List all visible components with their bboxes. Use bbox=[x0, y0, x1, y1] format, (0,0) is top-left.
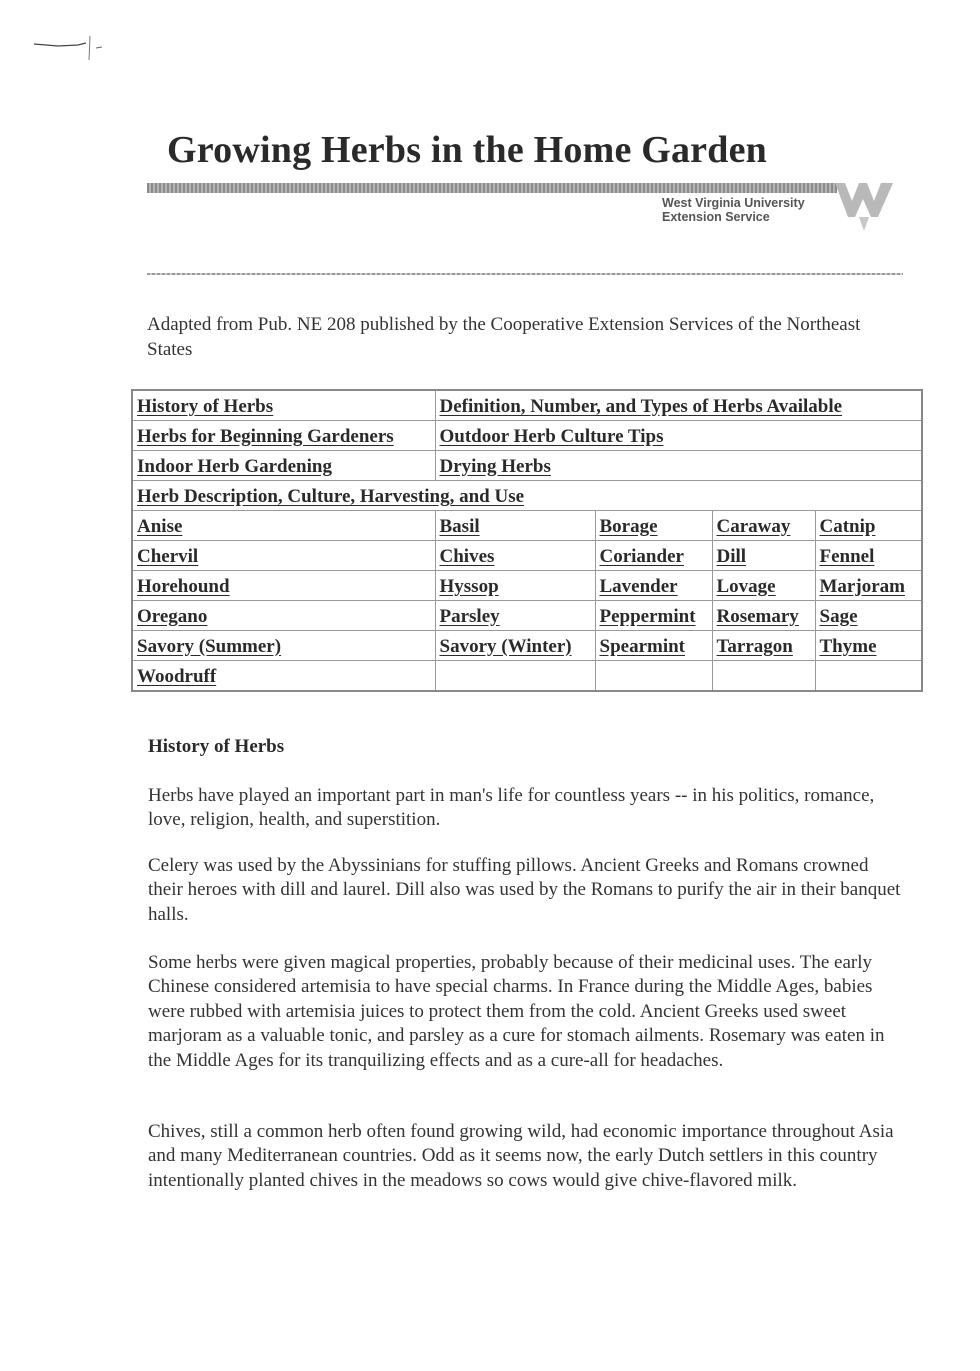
herb-link[interactable]: Hyssop bbox=[439, 575, 499, 597]
herb-link[interactable]: Dill bbox=[716, 545, 747, 567]
herb-cell[interactable] bbox=[595, 511, 712, 541]
herb-cell[interactable] bbox=[815, 541, 922, 571]
herb-cell[interactable] bbox=[595, 571, 712, 601]
toc-row bbox=[132, 481, 922, 511]
herb-cell[interactable] bbox=[435, 601, 595, 631]
herb-cell[interactable] bbox=[132, 511, 435, 541]
herb-link[interactable]: Woodruff bbox=[137, 665, 217, 687]
herb-link[interactable]: Coriander bbox=[599, 545, 684, 567]
toc-cell[interactable] bbox=[132, 451, 435, 481]
herb-row bbox=[132, 511, 922, 541]
history-paragraph: Herbs have played an important part in man's life for countless years -- in his politics, romance, love, religion, health, and superstition. bbox=[148, 785, 875, 831]
herb-link[interactable]: Catnip bbox=[819, 515, 876, 537]
history-paragraph: Celery was used by the Abyssinians for stuffing pillows. Ancient Greeks and Romans crowned their heroes with dill and laurel. Dill also was used by the Romans to purify the air in their banquet halls. bbox=[148, 855, 901, 925]
herb-link[interactable]: Borage bbox=[599, 515, 658, 537]
herb-cell[interactable] bbox=[132, 571, 435, 601]
history-paragraph: Some herbs were given magical properties, probably because of their medicinal uses. The early Chinese considered artemisia to have special charms. In France during the Middle Ages, babies were rubbed with artemisia juices to protect them from the cold. Ancient Greeks used sweet marjoram as a valuable tonic, and parsley as a cure for stomach ailments. Rosemary was eaten in the Middle Ages for its tranquilizing effects and as a cure-all for headaches. bbox=[148, 952, 885, 1071]
herb-link[interactable]: Anise bbox=[137, 515, 183, 537]
herb-link[interactable]: Chives bbox=[439, 545, 495, 567]
toc-link-definition[interactable]: Definition, Number, and Types of Herbs Available bbox=[439, 395, 843, 417]
organization-line-1: West Virginia University bbox=[662, 196, 805, 210]
herb-cell[interactable] bbox=[815, 571, 922, 601]
toc-cell[interactable] bbox=[132, 481, 922, 511]
toc-link-indoor-gardening[interactable]: Indoor Herb Gardening bbox=[137, 455, 332, 477]
herb-cell[interactable] bbox=[132, 661, 435, 692]
toc-row bbox=[132, 390, 922, 421]
herb-cell[interactable] bbox=[815, 601, 922, 631]
herb-link[interactable]: Chervil bbox=[137, 545, 199, 567]
pen-mark bbox=[28, 30, 108, 70]
herb-link[interactable]: Sage bbox=[819, 605, 858, 627]
herb-cell[interactable] bbox=[712, 541, 815, 571]
herb-link[interactable]: Savory (Winter) bbox=[439, 635, 572, 657]
herb-cell[interactable] bbox=[435, 631, 595, 661]
herb-cell[interactable] bbox=[595, 601, 712, 631]
toc-link-outdoor-culture[interactable]: Outdoor Herb Culture Tips bbox=[439, 425, 664, 447]
document-title: Growing Herbs in the Home Garden bbox=[167, 129, 767, 171]
herb-cell[interactable] bbox=[132, 541, 435, 571]
header-divider bbox=[147, 273, 903, 275]
organization-line-2: Extension Service bbox=[662, 210, 770, 224]
toc-link-drying-herbs[interactable]: Drying Herbs bbox=[439, 455, 551, 477]
herb-cell[interactable] bbox=[435, 541, 595, 571]
herb-cell[interactable] bbox=[712, 571, 815, 601]
toc-row bbox=[132, 451, 922, 481]
herb-cell-empty bbox=[712, 661, 815, 692]
toc-cell[interactable] bbox=[132, 421, 435, 451]
toc-row bbox=[132, 421, 922, 451]
herb-link[interactable]: Savory (Summer) bbox=[137, 635, 282, 657]
herb-link[interactable]: Basil bbox=[439, 515, 480, 537]
herb-cell-empty bbox=[435, 661, 595, 692]
toc-link-beginning-gardeners[interactable]: Herbs for Beginning Gardeners bbox=[137, 425, 394, 447]
herb-link[interactable]: Lovage bbox=[716, 575, 776, 597]
herb-cell[interactable] bbox=[595, 631, 712, 661]
herb-cell[interactable] bbox=[712, 511, 815, 541]
toc-link-history[interactable]: History of Herbs bbox=[137, 395, 274, 417]
herb-row bbox=[132, 571, 922, 601]
herb-link[interactable]: Thyme bbox=[819, 635, 877, 657]
herb-link[interactable]: Fennel bbox=[819, 545, 875, 567]
herb-link[interactable]: Lavender bbox=[599, 575, 678, 597]
wvu-logo-icon bbox=[833, 177, 895, 233]
herb-cell[interactable] bbox=[132, 601, 435, 631]
herb-cell[interactable] bbox=[815, 511, 922, 541]
toc-link-herb-description[interactable]: Herb Description, Culture, Harvesting, and Use bbox=[137, 485, 525, 507]
herb-link[interactable]: Parsley bbox=[439, 605, 500, 627]
toc-cell[interactable] bbox=[435, 421, 922, 451]
toc-cell[interactable] bbox=[435, 390, 922, 421]
history-paragraph: Chives, still a common herb often found growing wild, had economic importance throughout Asia and many Mediterranean countries. Odd as it seems now, the early Dutch settlers in this country intentionally planted chives in the meadows so cows would give chive-flavored milk. bbox=[148, 1121, 894, 1191]
herb-cell[interactable] bbox=[815, 631, 922, 661]
herb-row bbox=[132, 541, 922, 571]
organization-name bbox=[662, 196, 805, 224]
herb-row bbox=[132, 631, 922, 661]
herb-link[interactable]: Marjoram bbox=[819, 575, 905, 597]
herb-row bbox=[132, 661, 922, 692]
section-heading-history: History of Herbs bbox=[148, 736, 285, 757]
herb-cell[interactable] bbox=[712, 631, 815, 661]
table-of-contents bbox=[131, 389, 923, 692]
herb-cell-empty bbox=[595, 661, 712, 692]
herb-link[interactable]: Caraway bbox=[716, 515, 791, 537]
toc-cell[interactable] bbox=[435, 451, 922, 481]
herb-cell-empty bbox=[815, 661, 922, 692]
intro-paragraph: Adapted from Pub. NE 208 published by the Cooperative Extension Services of the Northeast States bbox=[147, 314, 861, 360]
herb-link[interactable]: Oregano bbox=[137, 605, 208, 627]
herb-cell[interactable] bbox=[132, 631, 435, 661]
herb-link[interactable]: Peppermint bbox=[599, 605, 696, 627]
herb-link[interactable]: Tarragon bbox=[716, 635, 793, 657]
herb-cell[interactable] bbox=[595, 541, 712, 571]
herb-cell[interactable] bbox=[435, 571, 595, 601]
herb-cell[interactable] bbox=[712, 601, 815, 631]
herb-link[interactable]: Rosemary bbox=[716, 605, 799, 627]
title-underline-rule bbox=[147, 183, 837, 193]
herb-link[interactable]: Horehound bbox=[137, 575, 230, 597]
herb-cell[interactable] bbox=[435, 511, 595, 541]
herb-link[interactable]: Spearmint bbox=[599, 635, 685, 657]
herb-row bbox=[132, 601, 922, 631]
toc-cell[interactable] bbox=[132, 390, 435, 421]
